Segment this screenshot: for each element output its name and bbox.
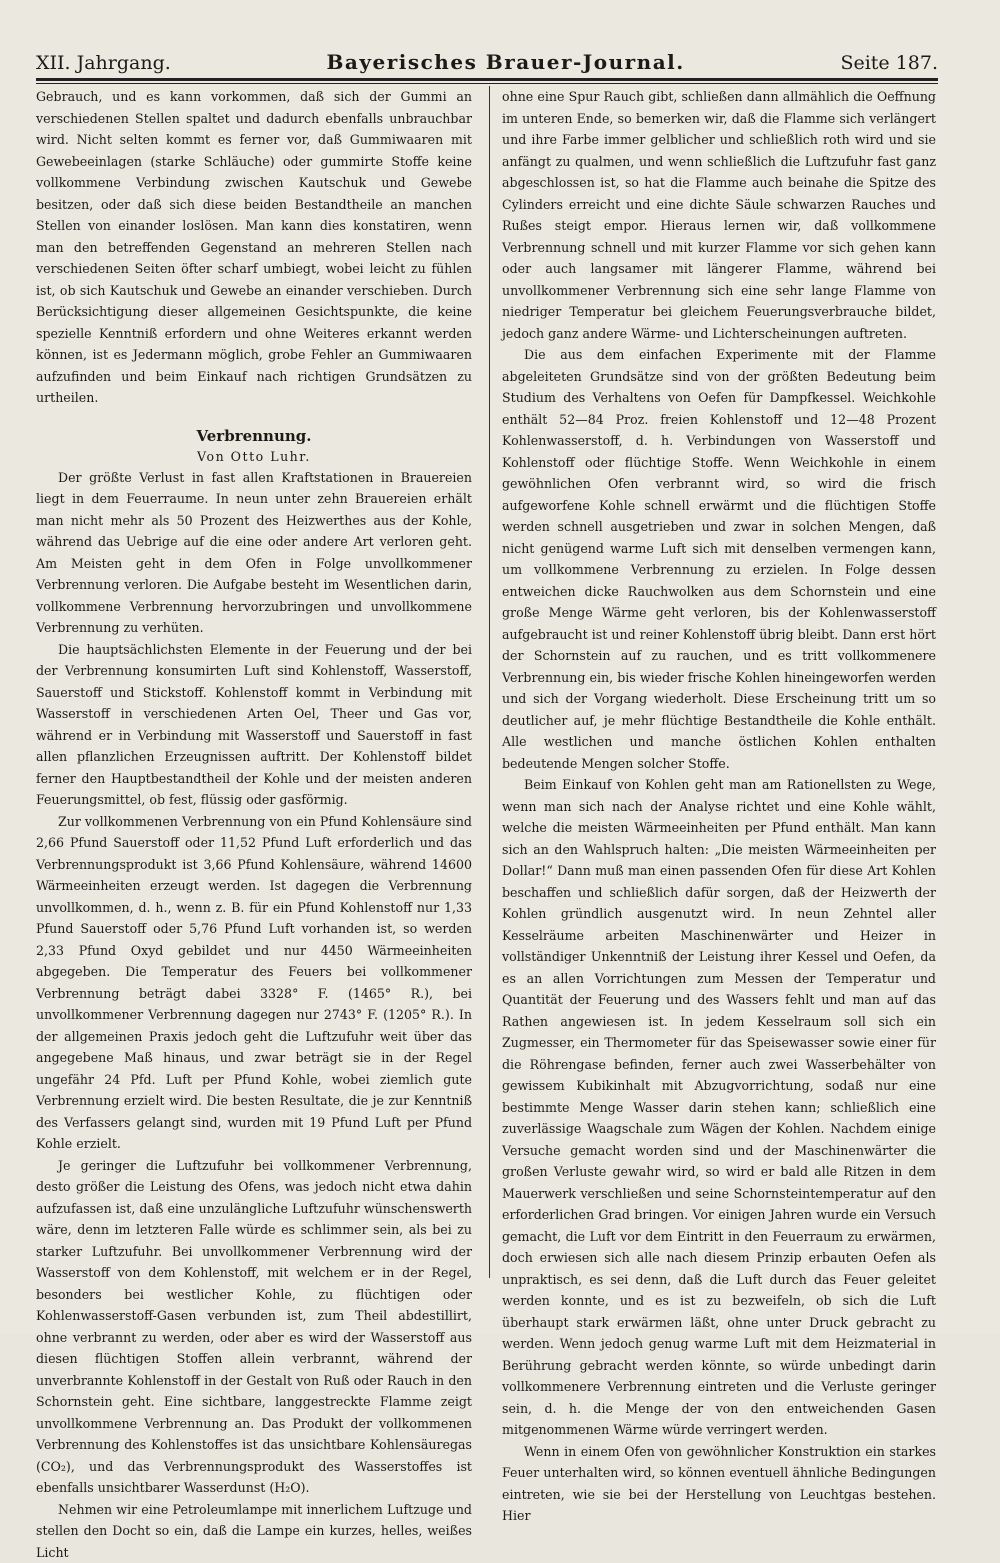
- left-column: [36, 86, 472, 1563]
- column-divider: [489, 86, 490, 1278]
- right-column: [502, 86, 936, 1527]
- volume-label: XII. Jahrgang.: [36, 52, 171, 74]
- article-author: Von Otto Luhr.: [36, 447, 472, 467]
- paragraph: ohne eine Spur Rauch gibt, schließen dann allmählich die Oeffnung im unteren Ende, so bemerken wir, daß die Flamme sich verlängert und ihre Farbe immer gelblicher und schließlich roth wird und sie anfängt zu qualmen, und wenn schließlich die Luftzufuhr fast ganz abgeschlossen ist, so hat die Flamme auch beinahe die Spitze des Cylinders erreicht und eine dichte Säule schwarzen Rauches und Rußes steigt empor. Hieraus lernen wir, daß vollkommene Verbrennung schnell und mit kurzer Flamme vor sich gehen kann oder auch langsamer mit längerer Flamme, während bei unvollkommener Verbrennung sich eine sehr lange Flamme von niedriger Temperatur bei gleichem Feuerungsverbrauche bildet, jedoch ganz andere Wärme- und Lichterscheinungen auftreten.: [502, 86, 936, 344]
- paragraph: Der größte Verlust in fast allen Kraftstationen in Brauereien liegt in dem Feuerraume. In neun unter zehn Brauereien erhält man nicht mehr als 50 Prozent des Heizwerthes aus der Kohle, während das Uebrige auf die eine oder andere Art verloren geht. Am Meisten geht in dem Ofen in Folge unvollkommener Verbrennung verloren. Die Aufgabe besteht im Wesentlichen darin, vollkommene Verbrennung hervorzubringen und unvollkommene Verbrennung zu verhüten.: [36, 467, 472, 639]
- paragraph: Wenn in einem Ofen von gewöhnlicher Konstruktion ein starkes Feuer unterhalten wird, so können eventuell ähnliche Bedingungen eintreten, wie sie bei der Herstellung von Leuchtgas bestehen. Hier: [502, 1441, 936, 1527]
- article-title: Verbrennung.: [36, 425, 472, 447]
- paragraph: Je geringer die Luftzufuhr bei vollkommener Verbrennung, desto größer die Leistung des Ofens, was jedoch nicht etwa dahin aufzufassen ist, daß eine unzulängliche Luftzufuhr wünschenswerth wäre, denn im letzteren Falle würde es schlimmer sein, als bei zu starker Luftzufuhr. Bei unvollkommener Verbrennung wird der Wasserstoff von dem Kohlenstoff, mit welchem er in der Regel, besonders bei westlicher Kohle, zu flüchtigen oder Kohlenwasserstoff-Gasen verbunden ist, zum Theil abdestillirt, ohne verbrannt zu werden, oder aber es wird der Wasserstoff aus diesen flüchtigen Stoffen allein verbrannt, während der unverbrannte Kohlenstoff in der Gestalt von Ruß oder Rauch in den Schornstein geht. Eine sichtbare, langgestreckte Flamme zeigt unvollkommene Verbrennung an. Das Produkt der vollkommenen Verbrennung des Kohlenstoffes ist das unsichtbare Kohlensäuregas (CO₂), und das Verbrennungsprodukt des Wasserstoffes ist ebenfalls unsichtbarer Wasserdunst (H₂O).: [36, 1155, 472, 1499]
- paragraph: Die aus dem einfachen Experimente mit der Flamme abgeleiteten Grundsätze sind von der größten Bedeutung beim Studium des Verhaltens von Oefen für Dampfkessel. Weichkohle enthält 52—84 Proz. freien Kohlenstoff und 12—48 Prozent Kohlenwasserstoff, d. h. Verbindungen von Wasserstoff und Kohlenstoff oder flüchtige Stoffe. Wenn Weichkohle in einem gewöhnlichen Ofen verbrannt wird, so wird die frisch aufgeworfene Kohle schnell erwärmt und die flüchtigen Stoffe werden schnell ausgetrieben und zwar in solchen Mengen, daß nicht genügend warme Luft sich mit denselben vermengen kann, um vollkommene Verbrennung zu erzielen. In Folge dessen entweichen dicke Rauchwolken aus dem Schornstein und eine große Menge Wärme geht verloren, bis der Kohlenwasserstoff aufgebraucht ist und reiner Kohlenstoff übrig bleibt. Dann erst hört der Schornstein auf zu rauchen, und es tritt vollkommenere Verbrennung ein, bis wieder frische Kohlen hineingeworfen werden und sich der Vorgang wiederholt. Diese Erscheinung tritt um so deutlicher auf, je mehr flüchtige Bestandtheile die Kohle enthält. Alle westlichen und manche östlichen Kohlen enthalten bedeutende Mengen solcher Stoffe.: [502, 344, 936, 774]
- paragraph: Zur vollkommenen Verbrennung von ein Pfund Kohlensäure sind 2,66 Pfund Sauerstoff oder 11,52 Pfund Luft erforderlich und das Verbrennungsprodukt ist 3,66 Pfund Kohlensäure, während 14600 Wärmeeinheiten erzeugt werden. Ist dagegen die Verbrennung unvollkommen, d. h., wenn z. B. für ein Pfund Kohlenstoff nur 1,33 Pfund Sauerstoff oder 5,76 Pfund Luft vorhanden ist, so werden 2,33 Pfund Oxyd gebildet und nur 4450 Wärmeeinheiten abgegeben. Die Temperatur des Feuers bei vollkommener Verbrennung beträgt dabei 3328° F. (1465° R.), bei unvollkommener Verbrennung dagegen nur 2743° F. (1205° R.). In der allgemeinen Praxis jedoch geht die Luftzufuhr weit über das angegebene Maß hinaus, und zwar beträgt sie in der Regel ungefähr 24 Pfd. Luft per Pfund Kohle, wobei ziemlich gute Verbrennung erzielt wird. Die besten Resultate, die je zur Kenntniß des Verfassers gelangt sind, wurden mit 19 Pfund Luft per Pfund Kohle erzielt.: [36, 811, 472, 1155]
- journal-title: Bayerisches Brauer-Journal.: [327, 50, 685, 74]
- paragraph: Die hauptsächlichsten Elemente in der Feuerung und der bei der Verbrennung konsumirten Luft sind Kohlenstoff, Wasserstoff, Sauerstoff und Stickstoff. Kohlenstoff kommt in Verbindung mit Wasserstoff in verschiedenen Arten Oel, Theer und Gas vor, während er in Verbindung mit Wasserstoff und Sauerstoff in fast allen pflanzlichen Erzeugnissen auftritt. Der Kohlenstoff bildet ferner den Hauptbestandtheil der Kohle und der meisten anderen Feuerungsmittel, ob fest, flüssig oder gasförmig.: [36, 639, 472, 811]
- page-number: Seite 187.: [840, 52, 938, 74]
- intro-paragraph: Gebrauch, und es kann vorkommen, daß sich der Gummi an verschiedenen Stellen spaltet und dadurch ebenfalls unbrauchbar wird. Nicht selten kommt es ferner vor, daß Gummiwaaren mit Gewebeeinlagen (starke Schläuche) oder gummirte Stoffe keine vollkommene Verbindung zwischen Kautschuk und Gewebe besitzen, oder daß sich diese beiden Bestandtheile an manchen Stellen von einander loslösen. Man kann dies konstatiren, wenn man den betreffenden Gegenstand an mehreren Stellen nach verschiedenen Seiten öfter scharf umbiegt, wobei leicht zu fühlen ist, ob sich Kautschuk und Gewebe an einander verschieben. Durch Berücksichtigung dieser allgemeinen Gesichtspunkte, die keine spezielle Kenntniß erfordern und ohne Weiteres erkannt werden können, ist es Jedermann möglich, grobe Fehler an Gummiwaaren aufzufinden und beim Einkauf nach richtigen Grundsätzen zu urtheilen.: [36, 86, 472, 409]
- paragraph: Beim Einkauf von Kohlen geht man am Rationellsten zu Wege, wenn man sich nach der Analyse richtet und eine Kohle wählt, welche die meisten Wärmeeinheiten per Pfund enthält. Man kann sich an den Wahlspruch halten: „Die meisten Wärmeeinheiten per Dollar!“ Dann muß man einen passenden Ofen für diese Art Kohlen beschaffen und schließlich dafür sorgen, daß der Heizwerth der Kohlen gründlich ausgenutzt wird. In neun Zehntel aller Kesselräume arbeiten Maschinenwärter und Heizer in vollständiger Unkenntniß der Leistung ihrer Kessel und Oefen, da es an allen Vorrichtungen zum Messen der Temperatur und Quantität der Feuerung und des Wassers fehlt und man auf das Rathen angewiesen ist. In jedem Kesselraum soll sich ein Zugmesser, ein Thermometer für das Speisewasser sowie einer für die Röhrengase befinden, ferner auch zwei Wasserbehälter von gewissem Kubikinhalt mit Abzugvorrichtung, sodaß nur eine bestimmte Menge Wasser darin stehen kann; schließlich eine zuverlässige Waagschale zum Wägen der Kohlen. Nachdem einige Versuche gemacht worden sind und der Maschinenwärter die großen Verluste gewahr wird, so wird er bald alle Ritzen in dem Mauerwerk verschließen und seine Schornsteintemperatur auf den erforderlichen Grad bringen. Vor einigen Jahren wurde ein Versuch gemacht, die Luft vor dem Eintritt in den Feuerraum zu erwärmen, doch erwiesen sich alle nach diesem Prinzip erbauten Oefen als unpraktisch, es sei denn, daß die Luft durch das Feuer geleitet werden konnte, und es ist zu bezweifeln, ob sich die Luft überhaupt stark erwärmen läßt, ohne unter Druck gebracht zu werden. Wenn jedoch genug warme Luft mit dem Heizmaterial in Berührung gebracht werden könnte, so würde unbedingt darin vollkommenere Verbrennung eintreten und die Verluste geringer sein, d. h. die Menge der von den entweichenden Gasen mitgenommenen Wärme würde verringert werden.: [502, 774, 936, 1441]
- paragraph: Nehmen wir eine Petroleumlampe mit innerlichem Luftzuge und stellen den Docht so ein, daß die Lampe ein kurzes, helles, weißes Licht: [36, 1499, 472, 1563]
- page-header: [36, 40, 938, 74]
- header-rule: [36, 78, 938, 84]
